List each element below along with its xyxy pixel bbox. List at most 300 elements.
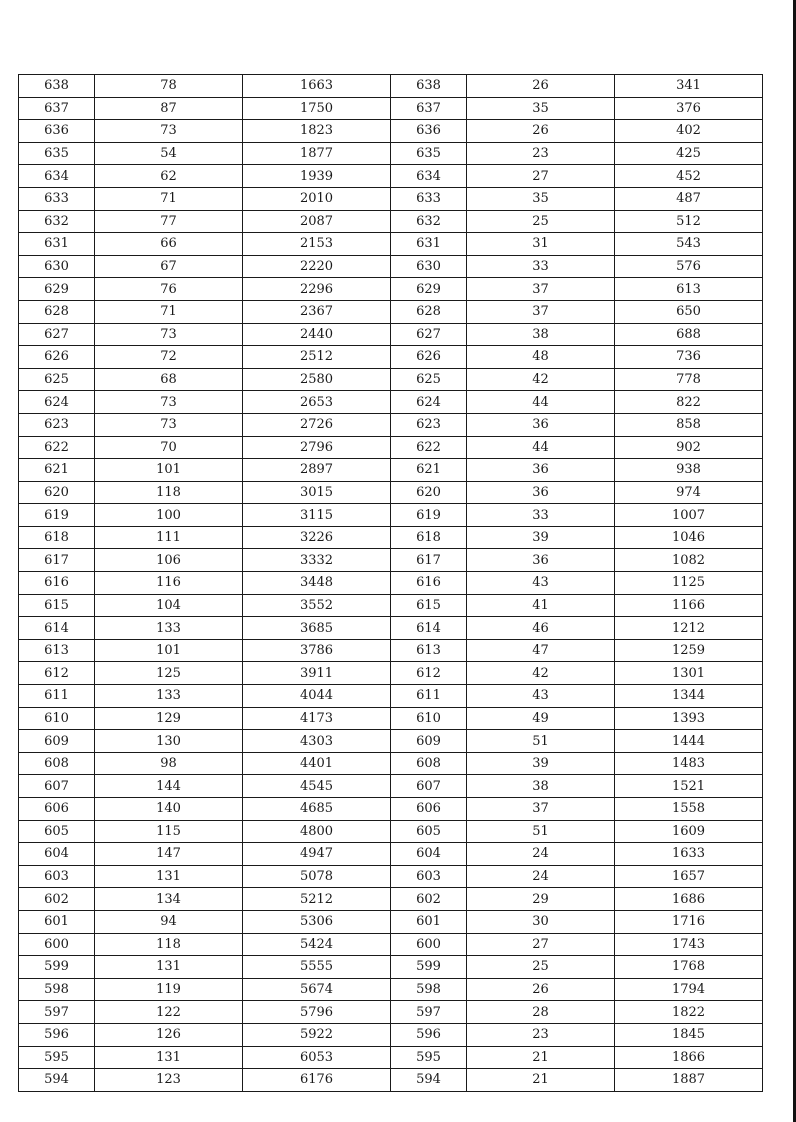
score-b-cell: 594 <box>391 1069 467 1092</box>
cumulative-b-cell: 778 <box>615 368 763 391</box>
cumulative-a-cell: 5674 <box>243 978 391 1001</box>
score-a-cell: 602 <box>19 888 95 911</box>
count-b-cell: 21 <box>467 1046 615 1069</box>
cumulative-b-cell: 1794 <box>615 978 763 1001</box>
score-a-cell: 624 <box>19 391 95 414</box>
score-b-cell: 633 <box>391 187 467 210</box>
cumulative-b-cell: 1609 <box>615 820 763 843</box>
cumulative-a-cell: 3448 <box>243 572 391 595</box>
score-a-cell: 608 <box>19 752 95 775</box>
table-row <box>19 368 763 391</box>
count-b-cell: 39 <box>467 752 615 775</box>
cumulative-b-cell: 1483 <box>615 752 763 775</box>
score-a-cell: 610 <box>19 707 95 730</box>
count-b-cell: 26 <box>467 75 615 98</box>
count-b-cell: 25 <box>467 210 615 233</box>
count-a-cell: 131 <box>95 865 243 888</box>
score-b-cell: 625 <box>391 368 467 391</box>
score-a-cell: 600 <box>19 933 95 956</box>
cumulative-a-cell: 2367 <box>243 300 391 323</box>
cumulative-a-cell: 1750 <box>243 97 391 120</box>
cumulative-b-cell: 1822 <box>615 1001 763 1024</box>
count-a-cell: 122 <box>95 1001 243 1024</box>
cumulative-b-cell: 512 <box>615 210 763 233</box>
score-b-cell: 620 <box>391 481 467 504</box>
cumulative-b-cell: 1845 <box>615 1023 763 1046</box>
score-a-cell: 637 <box>19 97 95 120</box>
table-row <box>19 75 763 98</box>
cumulative-b-cell: 1768 <box>615 956 763 979</box>
cumulative-b-cell: 1866 <box>615 1046 763 1069</box>
score-a-cell: 595 <box>19 1046 95 1069</box>
cumulative-a-cell: 4401 <box>243 752 391 775</box>
cumulative-b-cell: 1444 <box>615 730 763 753</box>
table-row <box>19 549 763 572</box>
count-b-cell: 43 <box>467 572 615 595</box>
score-a-cell: 601 <box>19 910 95 933</box>
score-a-cell: 619 <box>19 504 95 527</box>
cumulative-b-cell: 1259 <box>615 639 763 662</box>
table-body <box>19 75 763 1092</box>
count-b-cell: 37 <box>467 278 615 301</box>
table-row <box>19 685 763 708</box>
score-b-cell: 595 <box>391 1046 467 1069</box>
table-row <box>19 752 763 775</box>
score-distribution-table <box>18 74 763 1092</box>
cumulative-a-cell: 4685 <box>243 798 391 821</box>
table-row <box>19 639 763 662</box>
cumulative-b-cell: 736 <box>615 346 763 369</box>
score-a-cell: 612 <box>19 662 95 685</box>
score-b-cell: 636 <box>391 120 467 143</box>
score-b-cell: 626 <box>391 346 467 369</box>
count-a-cell: 115 <box>95 820 243 843</box>
cumulative-a-cell: 1663 <box>243 75 391 98</box>
table-row <box>19 1046 763 1069</box>
count-a-cell: 73 <box>95 413 243 436</box>
count-a-cell: 73 <box>95 323 243 346</box>
score-a-cell: 627 <box>19 323 95 346</box>
score-a-cell: 622 <box>19 436 95 459</box>
score-b-cell: 622 <box>391 436 467 459</box>
cumulative-b-cell: 974 <box>615 481 763 504</box>
score-a-cell: 625 <box>19 368 95 391</box>
cumulative-a-cell: 1877 <box>243 142 391 165</box>
table-row <box>19 662 763 685</box>
cumulative-b-cell: 425 <box>615 142 763 165</box>
score-b-cell: 601 <box>391 910 467 933</box>
score-b-cell: 612 <box>391 662 467 685</box>
score-b-cell: 616 <box>391 572 467 595</box>
score-a-cell: 629 <box>19 278 95 301</box>
table-row <box>19 910 763 933</box>
table-row <box>19 1023 763 1046</box>
count-b-cell: 51 <box>467 820 615 843</box>
score-b-cell: 597 <box>391 1001 467 1024</box>
count-a-cell: 129 <box>95 707 243 730</box>
count-a-cell: 100 <box>95 504 243 527</box>
cumulative-b-cell: 1521 <box>615 775 763 798</box>
score-a-cell: 598 <box>19 978 95 1001</box>
count-b-cell: 26 <box>467 120 615 143</box>
cumulative-b-cell: 1558 <box>615 798 763 821</box>
score-a-cell: 604 <box>19 843 95 866</box>
table-row <box>19 843 763 866</box>
cumulative-a-cell: 3332 <box>243 549 391 572</box>
count-b-cell: 39 <box>467 526 615 549</box>
table-row <box>19 933 763 956</box>
table-row <box>19 459 763 482</box>
score-b-cell: 603 <box>391 865 467 888</box>
count-b-cell: 47 <box>467 639 615 662</box>
table-row <box>19 346 763 369</box>
count-a-cell: 66 <box>95 233 243 256</box>
cumulative-b-cell: 650 <box>615 300 763 323</box>
count-b-cell: 36 <box>467 549 615 572</box>
cumulative-a-cell: 6053 <box>243 1046 391 1069</box>
score-a-cell: 621 <box>19 459 95 482</box>
count-b-cell: 23 <box>467 1023 615 1046</box>
score-b-cell: 627 <box>391 323 467 346</box>
score-a-cell: 632 <box>19 210 95 233</box>
count-b-cell: 51 <box>467 730 615 753</box>
score-a-cell: 623 <box>19 413 95 436</box>
count-a-cell: 106 <box>95 549 243 572</box>
score-a-cell: 609 <box>19 730 95 753</box>
cumulative-a-cell: 5555 <box>243 956 391 979</box>
cumulative-b-cell: 543 <box>615 233 763 256</box>
count-a-cell: 73 <box>95 391 243 414</box>
table-row <box>19 504 763 527</box>
table-row <box>19 233 763 256</box>
count-a-cell: 76 <box>95 278 243 301</box>
score-a-cell: 611 <box>19 685 95 708</box>
cumulative-a-cell: 4800 <box>243 820 391 843</box>
cumulative-b-cell: 938 <box>615 459 763 482</box>
cumulative-a-cell: 3552 <box>243 594 391 617</box>
score-b-cell: 609 <box>391 730 467 753</box>
count-a-cell: 118 <box>95 481 243 504</box>
count-b-cell: 43 <box>467 685 615 708</box>
count-a-cell: 94 <box>95 910 243 933</box>
table-row <box>19 956 763 979</box>
cumulative-a-cell: 3115 <box>243 504 391 527</box>
score-b-cell: 614 <box>391 617 467 640</box>
cumulative-b-cell: 341 <box>615 75 763 98</box>
cumulative-a-cell: 5796 <box>243 1001 391 1024</box>
count-b-cell: 49 <box>467 707 615 730</box>
cumulative-a-cell: 2153 <box>243 233 391 256</box>
table-row <box>19 436 763 459</box>
count-a-cell: 147 <box>95 843 243 866</box>
cumulative-b-cell: 376 <box>615 97 763 120</box>
score-b-cell: 607 <box>391 775 467 798</box>
score-b-cell: 605 <box>391 820 467 843</box>
count-b-cell: 44 <box>467 436 615 459</box>
count-b-cell: 21 <box>467 1069 615 1092</box>
cumulative-a-cell: 2653 <box>243 391 391 414</box>
count-a-cell: 78 <box>95 75 243 98</box>
table-row <box>19 300 763 323</box>
table-row <box>19 820 763 843</box>
cumulative-a-cell: 5078 <box>243 865 391 888</box>
score-b-cell: 628 <box>391 300 467 323</box>
cumulative-a-cell: 2087 <box>243 210 391 233</box>
count-a-cell: 77 <box>95 210 243 233</box>
cumulative-a-cell: 1939 <box>243 165 391 188</box>
cumulative-a-cell: 2296 <box>243 278 391 301</box>
table-row <box>19 278 763 301</box>
count-a-cell: 134 <box>95 888 243 911</box>
cumulative-b-cell: 858 <box>615 413 763 436</box>
cumulative-a-cell: 4947 <box>243 843 391 866</box>
count-a-cell: 101 <box>95 639 243 662</box>
table-row <box>19 572 763 595</box>
table-row <box>19 526 763 549</box>
score-a-cell: 636 <box>19 120 95 143</box>
cumulative-b-cell: 822 <box>615 391 763 414</box>
score-b-cell: 613 <box>391 639 467 662</box>
score-a-cell: 635 <box>19 142 95 165</box>
cumulative-b-cell: 1301 <box>615 662 763 685</box>
cumulative-b-cell: 1887 <box>615 1069 763 1092</box>
cumulative-a-cell: 5922 <box>243 1023 391 1046</box>
score-b-cell: 624 <box>391 391 467 414</box>
table-row <box>19 187 763 210</box>
cumulative-b-cell: 487 <box>615 187 763 210</box>
score-a-cell: 618 <box>19 526 95 549</box>
cumulative-b-cell: 402 <box>615 120 763 143</box>
count-b-cell: 23 <box>467 142 615 165</box>
count-a-cell: 116 <box>95 572 243 595</box>
cumulative-a-cell: 4303 <box>243 730 391 753</box>
count-b-cell: 38 <box>467 775 615 798</box>
table-row <box>19 775 763 798</box>
score-b-cell: 631 <box>391 233 467 256</box>
table-row <box>19 1069 763 1092</box>
count-a-cell: 133 <box>95 617 243 640</box>
cumulative-a-cell: 6176 <box>243 1069 391 1092</box>
count-a-cell: 62 <box>95 165 243 188</box>
score-b-cell: 599 <box>391 956 467 979</box>
score-b-cell: 611 <box>391 685 467 708</box>
count-a-cell: 118 <box>95 933 243 956</box>
count-a-cell: 133 <box>95 685 243 708</box>
score-a-cell: 628 <box>19 300 95 323</box>
score-b-cell: 598 <box>391 978 467 1001</box>
table-row <box>19 617 763 640</box>
cumulative-b-cell: 1393 <box>615 707 763 730</box>
cumulative-a-cell: 3226 <box>243 526 391 549</box>
table-row <box>19 865 763 888</box>
score-b-cell: 604 <box>391 843 467 866</box>
cumulative-a-cell: 2796 <box>243 436 391 459</box>
cumulative-a-cell: 2440 <box>243 323 391 346</box>
score-b-cell: 606 <box>391 798 467 821</box>
count-b-cell: 44 <box>467 391 615 414</box>
count-a-cell: 72 <box>95 346 243 369</box>
score-b-cell: 608 <box>391 752 467 775</box>
score-b-cell: 629 <box>391 278 467 301</box>
cumulative-b-cell: 1344 <box>615 685 763 708</box>
table-row <box>19 210 763 233</box>
cumulative-a-cell: 5212 <box>243 888 391 911</box>
score-b-cell: 632 <box>391 210 467 233</box>
score-b-cell: 635 <box>391 142 467 165</box>
table-row <box>19 594 763 617</box>
count-a-cell: 125 <box>95 662 243 685</box>
table-row <box>19 413 763 436</box>
score-a-cell: 616 <box>19 572 95 595</box>
score-a-cell: 607 <box>19 775 95 798</box>
count-a-cell: 131 <box>95 1046 243 1069</box>
count-a-cell: 126 <box>95 1023 243 1046</box>
count-b-cell: 46 <box>467 617 615 640</box>
cumulative-b-cell: 1166 <box>615 594 763 617</box>
score-b-cell: 610 <box>391 707 467 730</box>
table-row <box>19 323 763 346</box>
score-a-cell: 605 <box>19 820 95 843</box>
count-a-cell: 144 <box>95 775 243 798</box>
score-b-cell: 621 <box>391 459 467 482</box>
count-b-cell: 33 <box>467 504 615 527</box>
score-a-cell: 599 <box>19 956 95 979</box>
cumulative-b-cell: 1125 <box>615 572 763 595</box>
count-b-cell: 37 <box>467 300 615 323</box>
table-row <box>19 1001 763 1024</box>
cumulative-a-cell: 2580 <box>243 368 391 391</box>
cumulative-a-cell: 3015 <box>243 481 391 504</box>
cumulative-b-cell: 1716 <box>615 910 763 933</box>
count-b-cell: 31 <box>467 233 615 256</box>
cumulative-b-cell: 1743 <box>615 933 763 956</box>
cumulative-b-cell: 613 <box>615 278 763 301</box>
score-b-cell: 619 <box>391 504 467 527</box>
count-b-cell: 35 <box>467 187 615 210</box>
score-b-cell: 618 <box>391 526 467 549</box>
cumulative-b-cell: 902 <box>615 436 763 459</box>
table-row <box>19 142 763 165</box>
cumulative-b-cell: 1633 <box>615 843 763 866</box>
cumulative-a-cell: 5424 <box>243 933 391 956</box>
cumulative-a-cell: 2010 <box>243 187 391 210</box>
count-b-cell: 48 <box>467 346 615 369</box>
count-b-cell: 35 <box>467 97 615 120</box>
table-row <box>19 255 763 278</box>
table-row <box>19 120 763 143</box>
score-b-cell: 602 <box>391 888 467 911</box>
table-row <box>19 165 763 188</box>
count-a-cell: 68 <box>95 368 243 391</box>
cumulative-b-cell: 1082 <box>615 549 763 572</box>
count-b-cell: 36 <box>467 459 615 482</box>
count-b-cell: 37 <box>467 798 615 821</box>
score-a-cell: 594 <box>19 1069 95 1092</box>
cumulative-b-cell: 1046 <box>615 526 763 549</box>
count-a-cell: 130 <box>95 730 243 753</box>
count-b-cell: 30 <box>467 910 615 933</box>
score-b-cell: 615 <box>391 594 467 617</box>
cumulative-b-cell: 688 <box>615 323 763 346</box>
cumulative-b-cell: 1212 <box>615 617 763 640</box>
count-b-cell: 24 <box>467 843 615 866</box>
score-a-cell: 613 <box>19 639 95 662</box>
cumulative-a-cell: 2512 <box>243 346 391 369</box>
score-b-cell: 637 <box>391 97 467 120</box>
count-b-cell: 25 <box>467 956 615 979</box>
cumulative-a-cell: 3786 <box>243 639 391 662</box>
table-row <box>19 798 763 821</box>
count-b-cell: 28 <box>467 1001 615 1024</box>
table-row <box>19 97 763 120</box>
score-a-cell: 638 <box>19 75 95 98</box>
cumulative-b-cell: 452 <box>615 165 763 188</box>
count-b-cell: 29 <box>467 888 615 911</box>
count-a-cell: 104 <box>95 594 243 617</box>
score-a-cell: 633 <box>19 187 95 210</box>
cumulative-a-cell: 1823 <box>243 120 391 143</box>
table-row <box>19 707 763 730</box>
table-row <box>19 888 763 911</box>
count-b-cell: 24 <box>467 865 615 888</box>
table-row <box>19 481 763 504</box>
score-a-cell: 631 <box>19 233 95 256</box>
score-a-cell: 603 <box>19 865 95 888</box>
table-row <box>19 978 763 1001</box>
count-a-cell: 73 <box>95 120 243 143</box>
score-a-cell: 597 <box>19 1001 95 1024</box>
count-a-cell: 70 <box>95 436 243 459</box>
score-a-cell: 615 <box>19 594 95 617</box>
cumulative-b-cell: 576 <box>615 255 763 278</box>
score-b-cell: 600 <box>391 933 467 956</box>
count-a-cell: 101 <box>95 459 243 482</box>
cumulative-a-cell: 4545 <box>243 775 391 798</box>
cumulative-a-cell: 2726 <box>243 413 391 436</box>
count-a-cell: 98 <box>95 752 243 775</box>
table-row <box>19 730 763 753</box>
cumulative-a-cell: 3685 <box>243 617 391 640</box>
count-a-cell: 67 <box>95 255 243 278</box>
cumulative-b-cell: 1007 <box>615 504 763 527</box>
score-b-cell: 634 <box>391 165 467 188</box>
count-a-cell: 119 <box>95 978 243 1001</box>
count-b-cell: 41 <box>467 594 615 617</box>
cumulative-a-cell: 3911 <box>243 662 391 685</box>
score-a-cell: 620 <box>19 481 95 504</box>
score-b-cell: 623 <box>391 413 467 436</box>
count-a-cell: 71 <box>95 187 243 210</box>
count-b-cell: 36 <box>467 481 615 504</box>
score-a-cell: 626 <box>19 346 95 369</box>
score-a-cell: 614 <box>19 617 95 640</box>
table-row <box>19 391 763 414</box>
cumulative-a-cell: 2897 <box>243 459 391 482</box>
count-a-cell: 123 <box>95 1069 243 1092</box>
count-a-cell: 131 <box>95 956 243 979</box>
count-b-cell: 33 <box>467 255 615 278</box>
count-a-cell: 71 <box>95 300 243 323</box>
score-b-cell: 617 <box>391 549 467 572</box>
count-b-cell: 42 <box>467 662 615 685</box>
count-b-cell: 27 <box>467 165 615 188</box>
score-a-cell: 606 <box>19 798 95 821</box>
cumulative-a-cell: 2220 <box>243 255 391 278</box>
cumulative-a-cell: 4173 <box>243 707 391 730</box>
count-a-cell: 140 <box>95 798 243 821</box>
score-a-cell: 630 <box>19 255 95 278</box>
score-a-cell: 634 <box>19 165 95 188</box>
